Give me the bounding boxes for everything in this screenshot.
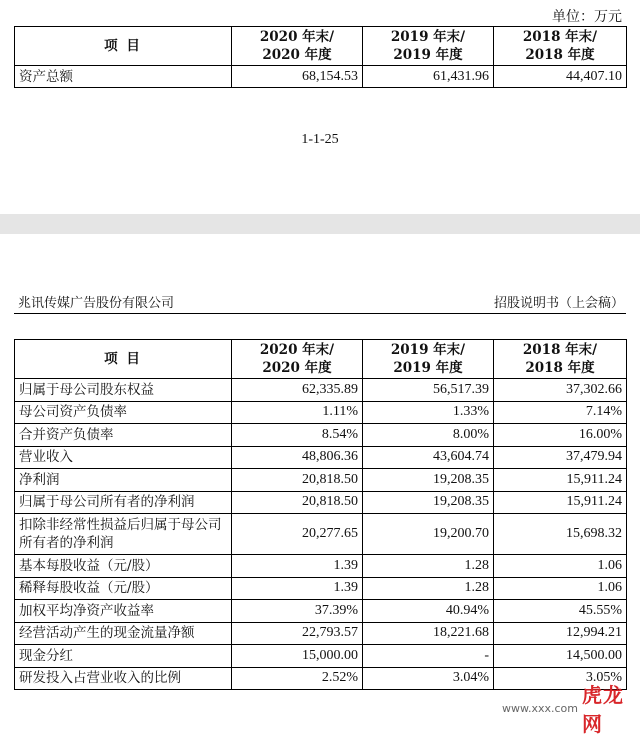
value-2020: 20,818.50 <box>232 491 363 514</box>
header-2020-line1: 2020 年末/ <box>259 342 335 358</box>
value-2020: 2.52% <box>232 667 363 690</box>
header-2018-line1: 2018 年末/ <box>522 342 598 358</box>
row-label: 加权平均净资产收益率 <box>15 600 232 623</box>
row-label: 现金分红 <box>15 645 232 668</box>
header-2018-line2: 2018 年度 <box>525 360 595 376</box>
table-row <box>15 645 627 668</box>
unit-label: 单位：万元 <box>552 9 622 25</box>
value-2020: 1.39 <box>232 577 363 600</box>
value-2019: 3.04% <box>363 667 494 690</box>
row-label: 合并资产负债率 <box>15 424 232 447</box>
table-row <box>15 469 627 492</box>
financial-table-main <box>14 339 627 690</box>
value-2019: 19,208.35 <box>363 491 494 514</box>
value-2018: 12,994.21 <box>494 622 627 645</box>
value-2020: 22,793.57 <box>232 622 363 645</box>
header-2020-line2: 2020 年度 <box>262 360 332 376</box>
row-label: 营业收入 <box>15 446 232 469</box>
header-2018 <box>494 27 627 66</box>
row-label: 基本每股收益（元/股） <box>15 555 232 578</box>
header-2020 <box>232 27 363 66</box>
value-2018: 45.55% <box>494 600 627 623</box>
row-label: 净利润 <box>15 469 232 492</box>
value-2020: 1.11% <box>232 401 363 424</box>
value-2018: 3.05% <box>494 667 627 690</box>
value-2019: 1.28 <box>363 577 494 600</box>
header-item: 项 目 <box>15 27 232 66</box>
value-2020: 15,000.00 <box>232 645 363 668</box>
table-row <box>15 622 627 645</box>
value-2019: 40.94% <box>363 600 494 623</box>
value-2018: 37,479.94 <box>494 446 627 469</box>
table-row <box>15 514 627 555</box>
table-row <box>15 379 627 402</box>
value-2019: 61,431.96 <box>363 66 494 88</box>
row-label: 经营活动产生的现金流量净额 <box>15 622 232 645</box>
value-2018: 1.06 <box>494 577 627 600</box>
value-2020: 8.54% <box>232 424 363 447</box>
header-2018-line1: 2018 年末/ <box>522 29 598 45</box>
header-2020 <box>232 340 363 379</box>
table-header-row <box>15 340 627 379</box>
financial-table-top <box>14 26 627 88</box>
header-divider <box>14 313 626 314</box>
table-header-row <box>15 27 627 66</box>
row-label: 稀释每股收益（元/股） <box>15 577 232 600</box>
header-2018-line2: 2018 年度 <box>525 47 595 63</box>
value-2020: 62,335.89 <box>232 379 363 402</box>
watermark-url: www.xxx.com <box>502 701 578 715</box>
table-row <box>15 401 627 424</box>
value-2019: - <box>363 645 494 668</box>
row-label: 研发投入占营业收入的比例 <box>15 667 232 690</box>
document-type: 招股说明书（上会稿） <box>493 296 624 311</box>
watermark <box>502 683 634 736</box>
value-2018: 16.00% <box>494 424 627 447</box>
value-2018: 15,911.24 <box>494 469 627 492</box>
table-row <box>15 555 627 578</box>
row-label: 扣除非经常性损益后归属于母公司所有者的净利润 <box>15 514 232 555</box>
company-name: 兆讯传媒广告股份有限公司 <box>18 296 175 311</box>
page-break <box>0 214 640 234</box>
table-row <box>15 424 627 447</box>
page-number: 1-1-25 <box>301 132 339 147</box>
table-row <box>15 600 627 623</box>
value-2019: 43,604.74 <box>363 446 494 469</box>
header-item: 项 目 <box>15 340 232 379</box>
value-2019: 8.00% <box>363 424 494 447</box>
value-2020: 48,806.36 <box>232 446 363 469</box>
header-2019-line2: 2019 年度 <box>393 360 463 376</box>
watermark-logo: 虎龙网 <box>582 683 624 736</box>
table-row <box>15 577 627 600</box>
value-2018: 7.14% <box>494 401 627 424</box>
table-row <box>15 667 627 690</box>
row-label: 归属于母公司所有者的净利润 <box>15 491 232 514</box>
header-2019-line1: 2019 年末/ <box>390 29 466 45</box>
value-2018: 15,698.32 <box>494 514 627 555</box>
value-2019: 56,517.39 <box>363 379 494 402</box>
row-label: 母公司资产负债率 <box>15 401 232 424</box>
value-2020: 20,818.50 <box>232 469 363 492</box>
value-2019: 1.28 <box>363 555 494 578</box>
header-2019-line2: 2019 年度 <box>393 47 463 63</box>
header-2019-line1: 2019 年末/ <box>390 342 466 358</box>
value-2019: 19,208.35 <box>363 469 494 492</box>
value-2019: 19,200.70 <box>363 514 494 555</box>
value-2018: 1.06 <box>494 555 627 578</box>
table-row <box>15 491 627 514</box>
table-row <box>15 66 627 88</box>
header-2019 <box>363 340 494 379</box>
value-2020: 68,154.53 <box>232 66 363 88</box>
value-2020: 37.39% <box>232 600 363 623</box>
value-2018: 44,407.10 <box>494 66 627 88</box>
value-2020: 1.39 <box>232 555 363 578</box>
value-2018: 15,911.24 <box>494 491 627 514</box>
row-label: 归属于母公司股东权益 <box>15 379 232 402</box>
value-2018: 14,500.00 <box>494 645 627 668</box>
value-2019: 1.33% <box>363 401 494 424</box>
row-label: 资产总额 <box>15 66 232 88</box>
header-2020-line2: 2020 年度 <box>262 47 332 63</box>
value-2019: 18,221.68 <box>363 622 494 645</box>
header-2019 <box>363 27 494 66</box>
table-row <box>15 446 627 469</box>
value-2018: 37,302.66 <box>494 379 627 402</box>
value-2020: 20,277.65 <box>232 514 363 555</box>
header-2020-line1: 2020 年末/ <box>259 29 335 45</box>
header-2018 <box>494 340 627 379</box>
